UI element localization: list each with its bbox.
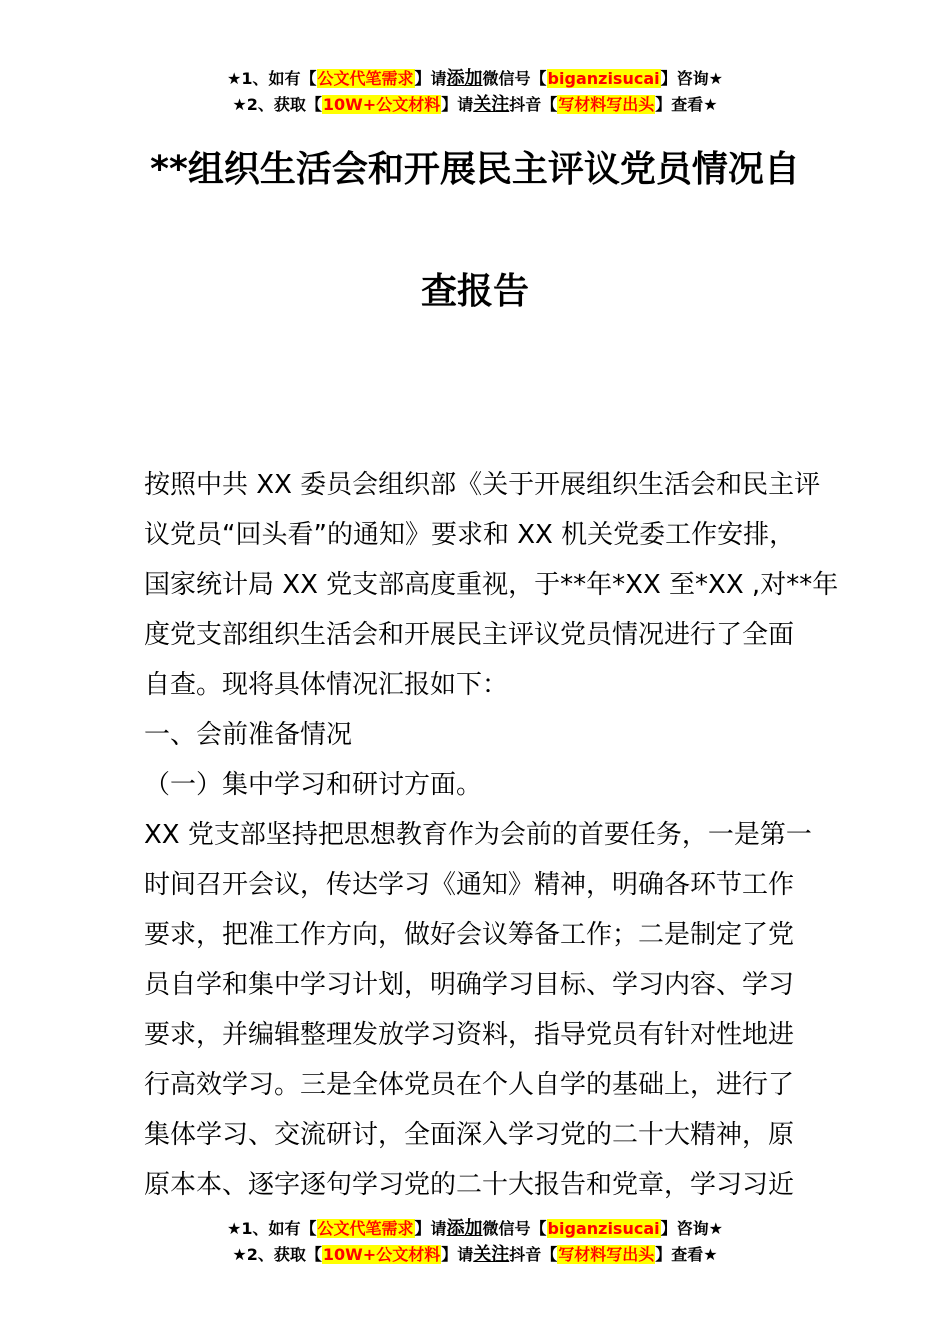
banner-highlight: 写材料写出头 <box>558 95 655 114</box>
body-line: 原本本、逐字逐句学习党的二十大报告和党章，学习习近 <box>144 1170 795 1200</box>
banner-line-1 <box>0 66 950 92</box>
body-line: 自查。现将具体情况汇报如下： <box>144 670 509 700</box>
banner-text: 】查看★ <box>655 95 718 114</box>
banner-highlight: 写材料写出头 <box>558 1245 655 1264</box>
document-title-line-1: **组织生活会和开展民主评议党员情况自 <box>150 149 800 190</box>
banner-highlight: 公文代笔需求 <box>317 69 414 88</box>
banner-line-2 <box>0 92 950 118</box>
document-title-line-2: 查报告 <box>420 271 529 312</box>
banner-text: 】查看★ <box>655 1245 718 1264</box>
banner-text: ★2、获取【 <box>232 1245 322 1264</box>
banner-emphasis: 添加 <box>446 68 483 89</box>
body-line: 员自学和集中学习计划，明确学习目标、学习内容、学习 <box>144 970 795 1000</box>
banner-text: 】请 <box>441 1245 474 1264</box>
body-line: 要求，把准工作方向，做好会议筹备工作；二是制定了党 <box>144 920 795 950</box>
body-line: 国家统计局 XX 党支部高度重视，于**年*XX 至*XX ,对**年 <box>144 570 839 600</box>
banner-highlight: 10W+公文材料 <box>322 95 441 114</box>
banner-text: 微信号【 <box>482 1219 547 1238</box>
banner-text: ★1、如有【 <box>227 1219 317 1238</box>
banner-text: 】请 <box>441 95 474 114</box>
banner-highlight: 公文代笔需求 <box>317 1219 414 1238</box>
body-line: 按照中共 XX 委员会组织部《关于开展组织生活会和民主评 <box>144 470 821 500</box>
banner-text: 】请 <box>414 69 447 88</box>
subsection-heading: （一）集中学习和研讨方面。 <box>144 770 483 800</box>
footer-banner <box>0 1216 950 1268</box>
body-line: 时间召开会议，传达学习《通知》精神，明确各环节工作 <box>144 870 795 900</box>
section-heading: 一、会前准备情况 <box>144 720 353 750</box>
banner-text: 】咨询★ <box>660 69 723 88</box>
banner-highlight: 10W+公文材料 <box>322 1245 441 1264</box>
banner-text: 】请 <box>414 1219 447 1238</box>
banner-text: 抖音【 <box>509 1245 558 1264</box>
body-line: 要求，并编辑整理发放学习资料，指导党员有针对性地进 <box>144 1020 795 1050</box>
banner-emphasis: 添加 <box>446 1218 483 1239</box>
banner-emphasis: 关注 <box>473 1244 510 1265</box>
banner-text: 抖音【 <box>509 95 558 114</box>
banner-text: 微信号【 <box>482 69 547 88</box>
banner-emphasis: 关注 <box>473 94 510 115</box>
banner-text: ★2、获取【 <box>232 95 322 114</box>
body-line: XX 党支部坚持把思想教育作为会前的首要任务，一是第一 <box>144 820 812 850</box>
header-banner <box>0 66 950 118</box>
banner-line-1 <box>0 1216 950 1242</box>
body-line: 度党支部组织生活会和开展民主评议党员情况进行了全面 <box>144 620 795 650</box>
document-body <box>144 460 839 1210</box>
body-line: 议党员“回头看”的通知》要求和 XX 机关党委工作安排， <box>144 520 796 550</box>
banner-text: 】咨询★ <box>660 1219 723 1238</box>
banner-text: ★1、如有【 <box>227 69 317 88</box>
body-line: 行高效学习。三是全体党员在个人自学的基础上，进行了 <box>144 1070 795 1100</box>
banner-line-2 <box>0 1242 950 1268</box>
banner-highlight: biganzisucai <box>547 69 660 88</box>
body-line: 集体学习、交流研讨，全面深入学习党的二十大精神，原 <box>144 1120 795 1150</box>
banner-highlight: biganzisucai <box>547 1219 660 1238</box>
